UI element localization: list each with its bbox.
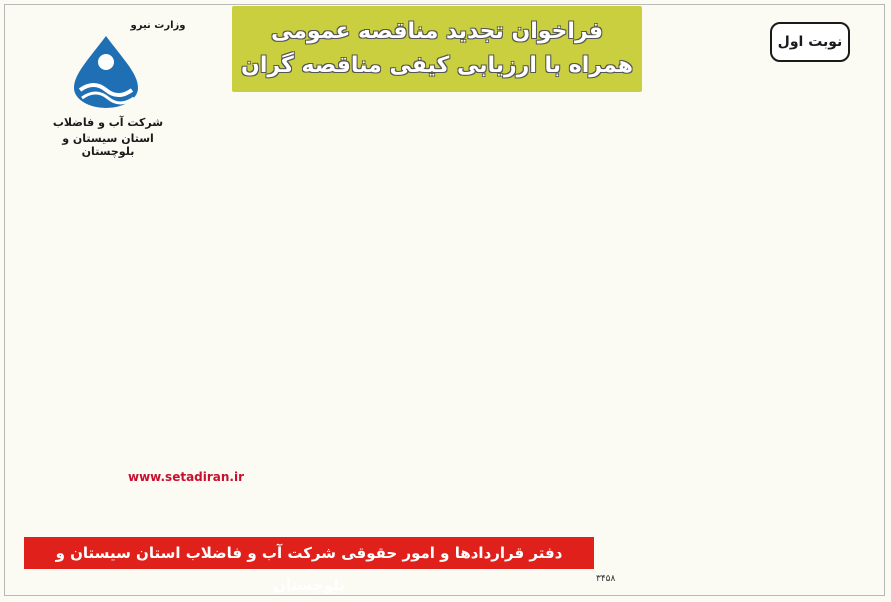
ministry-label: وزارت نیرو	[130, 20, 186, 31]
footer-banner	[24, 537, 594, 594]
body-line	[12, 216, 880, 230]
body-line	[12, 126, 880, 140]
page-number: ۳۴۵۸	[596, 574, 616, 584]
title-line-1: فراخوان تجدید مناقصه عمومی	[270, 19, 604, 44]
body-line	[12, 321, 880, 335]
body-line	[12, 291, 880, 305]
footer-banner-text: دفتر قراردادها و امور حقوقی شرکت آب و فاضلاب استان سیستان و بلوچستان	[55, 544, 563, 594]
body-line	[12, 246, 880, 260]
body-line	[12, 411, 880, 425]
body-line	[12, 171, 880, 185]
body-line	[12, 486, 880, 500]
body-line	[12, 336, 880, 350]
body-line	[12, 351, 880, 365]
body-line	[12, 381, 880, 395]
body-line	[12, 396, 880, 410]
body-line	[12, 426, 880, 440]
body-line	[12, 261, 880, 275]
body-line	[12, 141, 880, 155]
body-line	[12, 186, 880, 200]
body-line	[12, 276, 880, 290]
website-link[interactable]: www.setadiran.ir	[128, 470, 245, 484]
body-line	[12, 156, 880, 170]
body-line	[12, 366, 880, 380]
body-line	[12, 441, 880, 455]
body-line	[12, 111, 880, 125]
body-line	[12, 456, 880, 470]
body-line	[12, 96, 880, 110]
body-line	[12, 306, 880, 320]
org-name-line-2: استان سیستان و بلوچستان	[62, 132, 154, 158]
body-line	[12, 201, 880, 215]
notice-body	[12, 96, 880, 526]
edition-badge: نوبت اول	[770, 22, 850, 62]
title-line-2: همراه با ارزیابی کیفی مناقصه گران	[241, 53, 633, 78]
body-line	[12, 231, 880, 245]
title-band	[232, 6, 642, 92]
org-name-line-1: شرکت آب و فاضلاب	[52, 116, 164, 129]
